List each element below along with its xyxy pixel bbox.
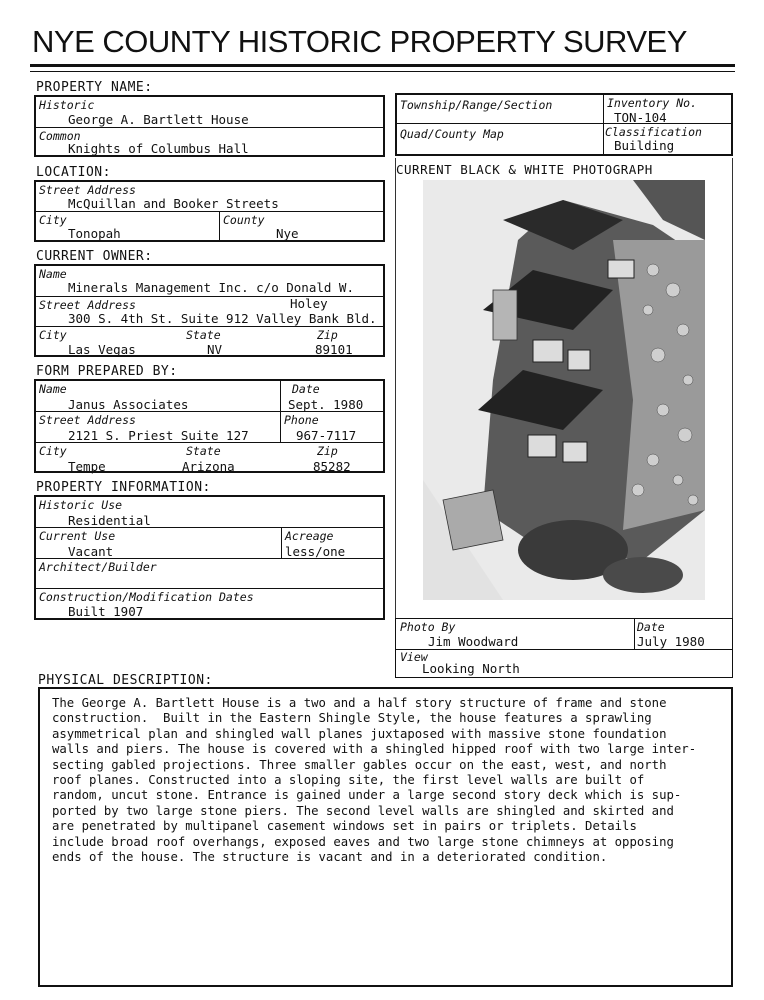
description-line: walls and piers. The house is covered with a shingled hipped roof with two large inter- [52, 742, 697, 757]
description-line: secting gabled projections. Three smaller gables occur on the east, west, and north [52, 757, 667, 772]
owner-city-label: City [39, 328, 67, 342]
description-line: The George A. Bartlett House is a two and a half story structure of frame and stone [52, 696, 667, 710]
description-line: include broad roof overhangs, exposed eaves and two large stone chimneys at opposing [52, 834, 674, 849]
photo-date-value: July 1980 [637, 634, 705, 649]
preparer-phone-value: 967-7117 [296, 428, 357, 443]
historic-name-label: Historic [39, 98, 95, 112]
preparer-street-label: Street Address [39, 413, 136, 427]
owner-street-label: Street Address [39, 298, 136, 312]
location-city-value: Tonopah [68, 226, 121, 241]
description-line: are penetrated by multipanel casement windows set in pairs or triplets. Details [52, 819, 637, 834]
owner-zip-value: 89101 [315, 342, 353, 357]
view-label: View [400, 650, 428, 664]
township-range-section-label: Township/Range/Section [400, 98, 553, 112]
current-use-label: Current Use [39, 529, 116, 543]
description-line: asymmetrical plan and shingled wall planes juxtaposed with massive stone foundation [52, 726, 667, 741]
description-line: ported by two large stone piers. The second level walls are shingled and skirted and [52, 803, 674, 818]
preparer-street-value: 2121 S. Priest Suite 127 [68, 428, 249, 443]
view-value: Looking North [422, 661, 520, 676]
description-line: ends of the house. The structure is vacant and in a deteriorated condition. [52, 850, 608, 865]
architect-label: Architect/Builder [39, 560, 157, 574]
preparer-date-value: Sept. 1980 [288, 397, 364, 412]
photo-caption-box [395, 618, 733, 678]
historic-name-value: George A. Bartlett House [68, 112, 249, 127]
preparer-city-label: City [39, 444, 67, 458]
acreage-label: Acreage [285, 529, 334, 543]
owner-state-value: NV [207, 342, 223, 357]
current-owner-heading: CURRENT OWNER: [36, 249, 153, 264]
construction-dates-label: Construction/Modification Dates [39, 590, 254, 604]
photo-heading: CURRENT BLACK & WHITE PHOTOGRAPH [396, 162, 653, 177]
survey-info-box [395, 93, 733, 156]
historic-use-value: Residential [68, 513, 151, 528]
description-line: roof planes. Constructed into a sloping site, the first level walls are built of [52, 773, 645, 788]
inventory-label: Inventory No. [607, 96, 698, 110]
property-name-box [34, 95, 385, 157]
preparer-name-label: Name [39, 382, 67, 396]
photo-panel [395, 158, 733, 618]
form-prepared-by-box [34, 379, 385, 473]
preparer-date-label: Date [292, 382, 320, 396]
owner-name-label: Name [39, 267, 67, 281]
form-title: NYE COUNTY HISTORIC PROPERTY SURVEY [32, 24, 687, 59]
physical-description-text [52, 696, 696, 865]
preparer-state-value: Arizona [182, 459, 235, 474]
owner-street-value: 300 S. 4th St. Suite 912 Valley Bank Bld. [68, 311, 377, 326]
preparer-phone-label: Phone [284, 413, 319, 427]
form-prepared-by-heading: FORM PREPARED BY: [36, 364, 178, 379]
construction-dates-value: Built 1907 [68, 604, 144, 619]
property-information-heading: PROPERTY INFORMATION: [36, 480, 211, 495]
description-line: random, uncut stone. Entrance is gained under a large second story deck which is sup- [52, 788, 682, 803]
title-rule-thin [30, 71, 735, 72]
inventory-value: TON-104 [614, 110, 667, 125]
quad-map-label: Quad/County Map [400, 127, 504, 141]
property-information-box [34, 495, 385, 620]
owner-city-value: Las Vegas [68, 342, 136, 357]
location-county-value: Nye [276, 226, 299, 241]
owner-name-value: Minerals Management Inc. c/o Donald W. [68, 280, 354, 295]
common-name-value: Knights of Columbus Hall [68, 141, 249, 156]
location-street-value: McQuillan and Booker Streets [68, 196, 279, 211]
location-heading: LOCATION: [36, 165, 111, 180]
location-street-label: Street Address [39, 183, 136, 197]
historic-use-label: Historic Use [39, 498, 123, 512]
preparer-zip-label: Zip [317, 444, 338, 458]
owner-name-continued: Holey [290, 296, 328, 311]
photo-date-label: Date [637, 620, 665, 634]
location-city-label: City [39, 213, 67, 227]
house-photograph [423, 180, 705, 600]
common-name-label: Common [39, 129, 81, 143]
classification-value: Building [614, 138, 675, 153]
current-use-value: Vacant [68, 544, 114, 559]
classification-label: Classification [605, 125, 702, 139]
preparer-name-value: Janus Associates [68, 397, 189, 412]
title-rule [30, 64, 735, 67]
property-name-heading: PROPERTY NAME: [36, 80, 153, 95]
current-owner-box [34, 264, 385, 357]
preparer-state-label: State [186, 444, 221, 458]
location-box [34, 180, 385, 242]
photo-by-label: Photo By [400, 620, 456, 634]
physical-description-heading: PHYSICAL DESCRIPTION: [38, 673, 213, 688]
acreage-value: less/one [285, 544, 346, 559]
owner-zip-label: Zip [317, 328, 338, 342]
physical-description-box [38, 687, 733, 987]
description-line: construction. Built in the Eastern Shingle Style, the house features a sprawling [52, 711, 652, 726]
owner-state-label: State [186, 328, 221, 342]
preparer-city-value: Tempe [68, 459, 106, 474]
photo-by-value: Jim Woodward [428, 634, 519, 649]
preparer-zip-value: 85282 [313, 459, 351, 474]
location-county-label: County [223, 213, 265, 227]
